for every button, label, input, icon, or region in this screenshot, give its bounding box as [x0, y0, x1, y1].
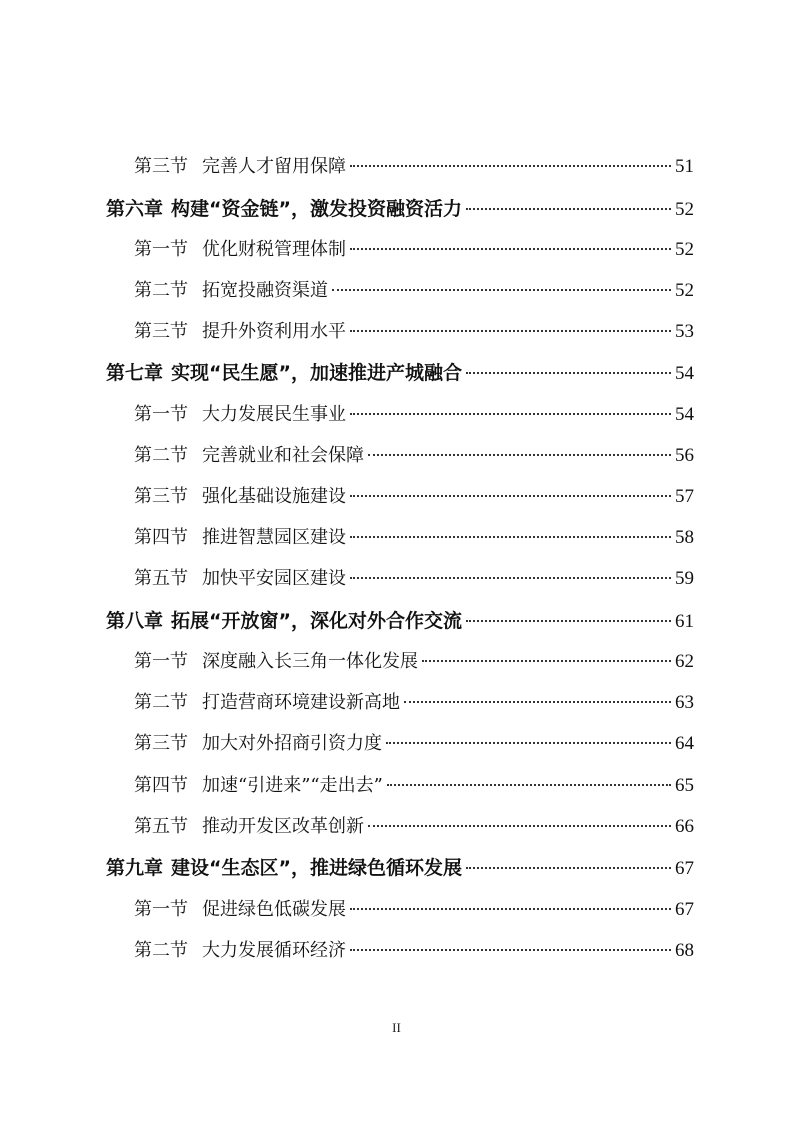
toc-entry-page: 52 — [675, 280, 694, 301]
toc-chapter-entry[interactable] — [106, 194, 694, 224]
dot-leader — [350, 165, 671, 167]
toc-entry[interactable] — [134, 688, 694, 718]
page-number: II — [392, 1020, 401, 1035]
dot-leader — [466, 620, 671, 622]
toc-entry-label: 第四节 推进智慧园区建设 — [134, 527, 346, 548]
toc-entry-page: 51 — [675, 156, 694, 177]
toc-entry-label: 第一节 优化财税管理体制 — [134, 239, 346, 260]
toc-entry-label: 第三节 强化基础设施建设 — [134, 486, 346, 507]
toc-chapter-entry[interactable] — [106, 853, 694, 883]
dot-leader — [422, 660, 671, 662]
toc-entry[interactable] — [134, 441, 694, 471]
toc-entry[interactable] — [134, 771, 694, 801]
toc-entry-page: 57 — [675, 486, 694, 507]
toc-entry[interactable] — [134, 647, 694, 677]
dot-leader — [350, 536, 671, 538]
toc-entry[interactable] — [134, 235, 694, 265]
toc-entry-label: 第二节 完善就业和社会保障 — [134, 445, 364, 466]
toc-entry[interactable] — [134, 523, 694, 553]
toc-entry-page: 67 — [675, 899, 694, 920]
toc-entry-label: 第九章 建设“生态区”，推进绿色循环发展 — [106, 857, 462, 879]
toc-entry-label: 第三节 完善人才留用保障 — [134, 156, 346, 177]
dot-leader — [332, 289, 671, 291]
toc-entry-page: 56 — [675, 445, 694, 466]
dot-leader — [387, 784, 671, 786]
toc-entry-page: 67 — [675, 858, 694, 879]
toc-entry[interactable] — [134, 276, 694, 306]
toc-entry-page: 68 — [675, 940, 694, 961]
dot-leader — [350, 495, 671, 497]
toc-entry-page: 58 — [675, 527, 694, 548]
toc-entry-label: 第二节 打造营商环境建设新高地 — [134, 692, 400, 713]
dot-leader — [350, 908, 671, 910]
toc-entry-page: 61 — [675, 611, 694, 632]
toc-entry-label: 第二节 拓宽投融资渠道 — [134, 280, 328, 301]
toc-chapter-entry[interactable] — [106, 606, 694, 636]
toc-entry-label: 第七章 实现“民生愿”，加速推进产城融合 — [106, 362, 462, 384]
toc-entry-page: 54 — [675, 404, 694, 425]
toc-entry-page: 52 — [675, 199, 694, 220]
toc-entry-page: 65 — [675, 775, 694, 796]
toc-entry-label: 第五节 推动开发区改革创新 — [134, 816, 364, 837]
toc-entry-label: 第五节 加快平安园区建设 — [134, 568, 346, 589]
toc-entry-page: 53 — [675, 321, 694, 342]
toc-entry-label: 第六章 构建“资金链”，激发投资融资活力 — [106, 198, 462, 220]
toc-entry[interactable] — [134, 729, 694, 759]
dot-leader — [466, 867, 671, 869]
toc-entry-label: 第一节 促进绿色低碳发展 — [134, 899, 346, 920]
dot-leader — [466, 372, 671, 374]
toc-entry[interactable] — [134, 317, 694, 347]
toc-entry[interactable] — [134, 482, 694, 512]
toc-entry-page: 54 — [675, 363, 694, 384]
toc-entry-label: 第三节 提升外资利用水平 — [134, 321, 346, 342]
toc-entry-label: 第二节 大力发展循环经济 — [134, 940, 346, 961]
toc-entry-label: 第一节 大力发展民生事业 — [134, 404, 346, 425]
toc-entry-label: 第四节 加速“引进来”“走出去” — [134, 775, 383, 796]
toc-entry[interactable] — [134, 936, 694, 966]
dot-leader — [386, 742, 671, 744]
dot-leader — [350, 248, 671, 250]
dot-leader — [350, 949, 671, 951]
toc-entry-label: 第八章 拓展“开放窗”，深化对外合作交流 — [106, 610, 462, 632]
dot-leader — [350, 413, 671, 415]
toc-entry[interactable] — [134, 564, 694, 594]
toc-entry[interactable] — [134, 812, 694, 842]
toc-entry-page: 59 — [675, 568, 694, 589]
toc-entry[interactable] — [134, 895, 694, 925]
toc-entry-page: 62 — [675, 651, 694, 672]
toc-entry-label: 第一节 深度融入长三角一体化发展 — [134, 651, 418, 672]
dot-leader — [466, 208, 671, 210]
toc-entry[interactable] — [134, 152, 694, 182]
toc-entry-label: 第三节 加大对外招商引资力度 — [134, 733, 382, 754]
toc-entry-page: 52 — [675, 239, 694, 260]
dot-leader — [404, 701, 671, 703]
dot-leader — [350, 577, 671, 579]
toc-entry[interactable] — [134, 400, 694, 430]
toc-entry-page: 63 — [675, 692, 694, 713]
dot-leader — [350, 330, 671, 332]
toc-entry-page: 64 — [675, 733, 694, 754]
toc-entry-page: 66 — [675, 816, 694, 837]
toc-chapter-entry[interactable] — [106, 358, 694, 388]
dot-leader — [368, 825, 671, 827]
dot-leader — [368, 454, 671, 456]
